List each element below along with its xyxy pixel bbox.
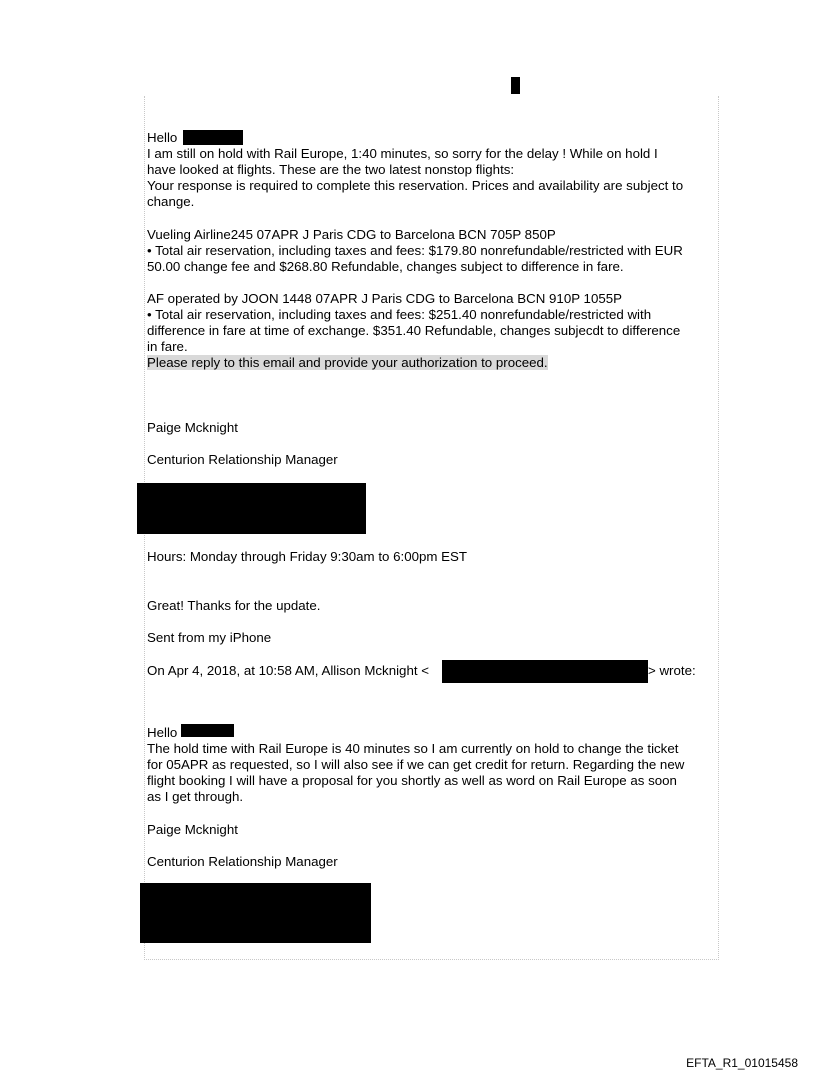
quote-header-suffix: > wrote: — [648, 663, 696, 678]
redaction-signature-block-2 — [140, 883, 371, 943]
signature-title-2: Centurion Relationship Manager — [147, 854, 338, 869]
redaction-recipient-name-top — [183, 130, 243, 145]
redaction-recipient-name-bottom — [181, 724, 234, 737]
intro-line-4: change. — [147, 194, 195, 209]
signature-name-2: Paige Mcknight — [147, 822, 238, 837]
greeting-top: Hello — [147, 130, 178, 145]
signature-name-1: Paige Mcknight — [147, 420, 238, 435]
option2-line-2: • Total air reservation, including taxes and fees: $251.40 nonrefundable/restricted with — [147, 307, 652, 322]
option2-line-1: AF operated by JOON 1448 07APR J Paris CDG to Barcelona BCN 910P 1055P — [147, 291, 622, 306]
option2-line-3: difference in fare at time of exchange. $351.40 Refundable, changes subjecdt to difference — [147, 323, 681, 338]
intro-line-1: I am still on hold with Rail Europe, 1:40 minutes, so sorry for the delay ! While on hold I — [147, 146, 658, 161]
option1-line-2: • Total air reservation, including taxes and fees: $179.80 nonrefundable/restricted with EUR — [147, 243, 683, 258]
option1-line-1: Vueling Airline245 07APR J Paris CDG to Barcelona BCN 705P 850P — [147, 227, 556, 242]
quote-header-prefix: On Apr 4, 2018, at 10:58 AM, Allison Mcknight < — [147, 663, 429, 678]
office-hours: Hours: Monday through Friday 9:30am to 6:00pm EST — [147, 549, 468, 564]
update-line-3: flight booking I will have a proposal for you shortly as well as word on Rail Europe as soon — [147, 773, 677, 788]
update-line-1: The hold time with Rail Europe is 40 minutes so I am currently on hold to change the ticket — [147, 741, 679, 756]
reply-text: Great! Thanks for the update. — [147, 598, 321, 613]
greeting-bottom: Hello — [147, 725, 178, 740]
option2-line-4: in fare. — [147, 339, 188, 354]
redaction-sender-email — [442, 660, 648, 683]
redaction-signature-block-1 — [137, 483, 366, 534]
intro-line-2: have looked at flights. These are the two latest nonstop flights: — [147, 162, 515, 177]
document-id: EFTA_R1_01015458 — [686, 1056, 798, 1070]
authorization-request: Please reply to this email and provide your authorization to proceed. — [147, 355, 548, 370]
sent-from: Sent from my iPhone — [147, 630, 272, 645]
update-line-2: for 05APR as requested, so I will also see if we can get credit for return. Regarding the new — [147, 757, 685, 772]
redaction-mark-top — [511, 77, 520, 94]
option1-line-3: 50.00 change fee and $268.80 Refundable, changes subject to difference in fare. — [147, 259, 624, 274]
signature-title-1: Centurion Relationship Manager — [147, 452, 338, 467]
update-line-4: as I get through. — [147, 789, 244, 804]
intro-line-3: Your response is required to complete this reservation. Prices and availability are subject to — [147, 178, 684, 193]
